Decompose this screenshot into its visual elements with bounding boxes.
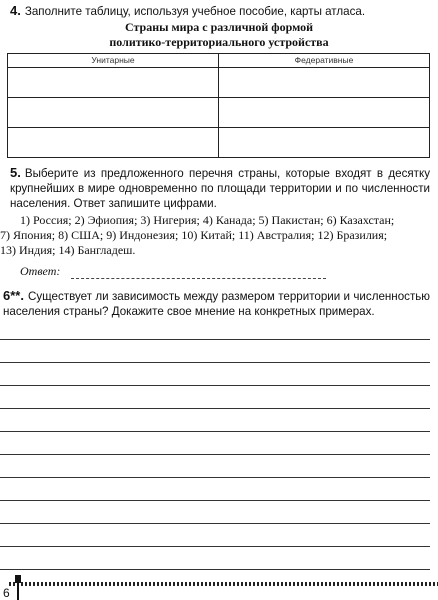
task-6-number: 6**. [3, 288, 24, 303]
table-cell-unitary[interactable] [8, 68, 219, 98]
writing-line[interactable] [0, 431, 430, 432]
table-title [0, 20, 438, 50]
writing-line[interactable] [0, 362, 430, 363]
writing-line[interactable] [0, 385, 430, 386]
task-6-prompt [3, 288, 430, 319]
footer-ruler [9, 582, 438, 586]
column-header-federal: Федеративные [219, 54, 430, 68]
table-cell-unitary[interactable] [8, 128, 219, 158]
table-cell-federal[interactable] [219, 98, 430, 128]
table-cell-federal[interactable] [219, 68, 430, 98]
page-corner-marker [15, 575, 21, 583]
writing-line[interactable] [0, 500, 430, 501]
task-4-number: 4. [10, 3, 21, 18]
writing-line[interactable] [0, 546, 430, 547]
writing-line[interactable] [0, 454, 430, 455]
task-4-prompt [10, 3, 430, 19]
writing-line[interactable] [0, 339, 430, 340]
column-header-unitary: Унитарные [8, 54, 219, 68]
writing-line[interactable] [0, 477, 430, 478]
table-title-line-2: политико-территориального устройства [109, 35, 329, 49]
table-title-line-1: Страны мира с различной формой [124, 20, 314, 34]
country-list-line-1: 1) Россия; 2) Эфиопия; 3) Нигерия; 4) Канада; 5) Пакистан; 6) Казахстан; [20, 213, 395, 227]
writing-line[interactable] [0, 523, 430, 524]
table-cell-federal[interactable] [219, 128, 430, 158]
countries-table [7, 53, 430, 158]
answer-label: Ответ: [20, 264, 61, 278]
country-list-line-2: 7) Япония; 8) США; 9) Индонезия; 10) Китай; 11) Австралия; 12) Бразилия; [0, 228, 388, 242]
table-row [8, 68, 430, 98]
answer-line[interactable] [71, 278, 326, 279]
task-5-text: Выберите из предложенного перечня страны, которые входят в десятку крупнейших в мире одновременно по площади территории и по численности населения. Ответ запишите цифрами. [10, 167, 430, 210]
task-4-text: Заполните таблицу, используя учебное пособие, карты атласа. [24, 5, 366, 18]
table-header-row [8, 54, 430, 68]
task-5-prompt [10, 165, 430, 211]
task-5-number: 5. [10, 165, 21, 180]
writing-line[interactable] [0, 408, 430, 409]
table-row [8, 98, 430, 128]
table-cell-unitary[interactable] [8, 98, 219, 128]
task-6-text: Существует ли зависимость между размером территории и численностью населения страны? Докажите свое мнение на конкретных примерах. [3, 290, 430, 318]
country-list-line-3: 13) Индия; 14) Бангладеш. [0, 243, 136, 257]
page-number: 6 [3, 586, 10, 600]
page-corner-stem [17, 583, 19, 600]
country-list [0, 213, 431, 258]
table-row [8, 128, 430, 158]
writing-line[interactable] [0, 569, 430, 570]
